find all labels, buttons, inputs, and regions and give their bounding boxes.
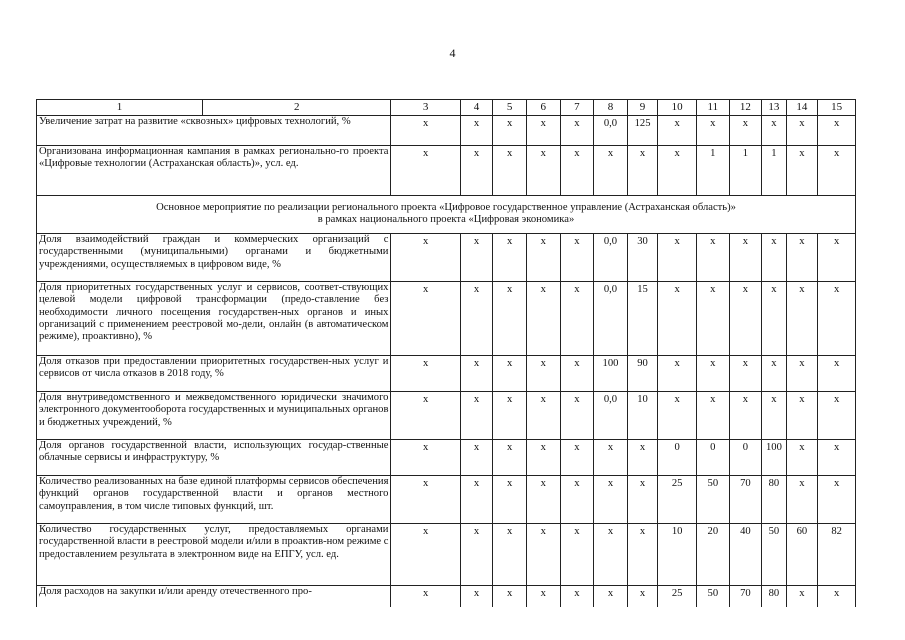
value-cell: x	[729, 116, 762, 146]
value-cell: x	[697, 355, 730, 391]
value-cell: x	[762, 281, 786, 355]
value-cell: x	[627, 146, 658, 196]
header-cell: 1	[37, 100, 203, 116]
value-cell: 0	[697, 439, 730, 475]
section-heading-line2: в рамках национального проекта «Цифровая экономика»	[317, 214, 575, 226]
value-cell: x	[460, 585, 493, 607]
value-cell: x	[526, 146, 560, 196]
table-row	[37, 475, 856, 523]
value-cell: 0	[729, 439, 762, 475]
table-row	[37, 439, 856, 475]
value-cell: 1	[762, 146, 786, 196]
value-cell: 125	[627, 116, 658, 146]
value-cell: x	[658, 116, 697, 146]
value-cell: x	[786, 116, 818, 146]
value-cell: x	[762, 355, 786, 391]
value-cell: 25	[658, 475, 697, 523]
table-row	[37, 281, 856, 355]
value-cell: x	[762, 233, 786, 281]
header-cell: 7	[560, 100, 594, 116]
value-cell: x	[460, 391, 493, 439]
value-cell: 80	[762, 585, 786, 607]
header-cell: 10	[658, 100, 697, 116]
indicator-label: Доля внутриведомственного и межведомственного юридически значимого электронного документооборота государственных и муниципальных органов и бюджетных учреждений, %	[37, 391, 391, 439]
value-cell: x	[391, 233, 460, 281]
indicator-label: Организована информационная кампания в рамках регионально-го проекта «Цифровые технологии (Астраханская область)», усл. ед.	[37, 146, 391, 196]
value-cell: 20	[697, 523, 730, 585]
table-row	[37, 116, 856, 146]
value-cell: 30	[627, 233, 658, 281]
value-cell: x	[697, 233, 730, 281]
value-cell: x	[697, 281, 730, 355]
value-cell: x	[560, 355, 594, 391]
value-cell: x	[560, 233, 594, 281]
value-cell: x	[391, 281, 460, 355]
header-cell: 11	[697, 100, 730, 116]
value-cell: x	[391, 355, 460, 391]
header-cell: 5	[493, 100, 527, 116]
header-cell: 9	[627, 100, 658, 116]
value-cell: x	[818, 585, 856, 607]
value-cell: 90	[627, 355, 658, 391]
value-cell: x	[627, 439, 658, 475]
value-cell: x	[391, 146, 460, 196]
value-cell: x	[818, 355, 856, 391]
value-cell: x	[526, 439, 560, 475]
value-cell: 60	[786, 523, 818, 585]
indicator-table	[36, 99, 856, 607]
value-cell: x	[493, 391, 527, 439]
value-cell: x	[493, 439, 527, 475]
value-cell: x	[560, 281, 594, 355]
value-cell: x	[594, 475, 628, 523]
value-cell: x	[526, 391, 560, 439]
value-cell: x	[729, 233, 762, 281]
value-cell: x	[460, 146, 493, 196]
value-cell: 82	[818, 523, 856, 585]
value-cell: x	[560, 116, 594, 146]
value-cell: 0,0	[594, 116, 628, 146]
value-cell: x	[818, 146, 856, 196]
section-body	[37, 196, 856, 234]
section-heading-line1: Основное мероприятие по реализации регионального проекта «Цифровое государственное управление (Астраханская область)»	[156, 202, 736, 213]
value-cell: 50	[697, 585, 730, 607]
indicator-label: Доля приоритетных государственных услуг и сервисов, соответ-ствующих целевой модели цифровой трансформации (предо-ставление без необходимости личного посещения государствен-ных органов и иных организаций с применением реестровой мо-дели, онлайн (в автоматическом режиме), проактивно), %	[37, 281, 391, 355]
value-cell: x	[818, 439, 856, 475]
value-cell: x	[460, 281, 493, 355]
header-cell: 3	[391, 100, 460, 116]
value-cell: x	[493, 355, 527, 391]
value-cell: 70	[729, 585, 762, 607]
header-row	[37, 100, 856, 116]
header-cell: 15	[818, 100, 856, 116]
header-cell: 6	[526, 100, 560, 116]
value-cell: x	[786, 281, 818, 355]
value-cell: x	[526, 523, 560, 585]
value-cell: x	[594, 439, 628, 475]
value-cell: 50	[762, 523, 786, 585]
page-number: 4	[449, 46, 456, 60]
value-cell: x	[460, 116, 493, 146]
value-cell: x	[460, 233, 493, 281]
header-cell: 12	[729, 100, 762, 116]
value-cell: x	[493, 146, 527, 196]
value-cell: x	[627, 475, 658, 523]
value-cell: 10	[658, 523, 697, 585]
value-cell: x	[526, 355, 560, 391]
value-cell: x	[493, 585, 527, 607]
value-cell: x	[786, 233, 818, 281]
value-cell: x	[526, 475, 560, 523]
value-cell: x	[391, 116, 460, 146]
value-cell: x	[560, 146, 594, 196]
value-cell: 0	[658, 439, 697, 475]
value-cell: x	[526, 116, 560, 146]
table-row	[37, 146, 856, 196]
value-cell: x	[560, 391, 594, 439]
table-body-top	[37, 116, 856, 196]
value-cell: x	[818, 233, 856, 281]
indicator-label: Доля отказов при предоставлении приоритетных государствен-ных услуг и сервисов от числа отказов в 2018 году, %	[37, 355, 391, 391]
value-cell: x	[391, 585, 460, 607]
header-cell: 2	[203, 100, 391, 116]
value-cell: x	[460, 475, 493, 523]
table-body-main	[37, 233, 856, 607]
value-cell: 1	[729, 146, 762, 196]
value-cell: x	[526, 233, 560, 281]
value-cell: x	[391, 475, 460, 523]
value-cell: x	[460, 523, 493, 585]
value-cell: x	[594, 585, 628, 607]
value-cell: x	[391, 523, 460, 585]
value-cell: x	[493, 475, 527, 523]
value-cell: x	[786, 585, 818, 607]
value-cell: x	[658, 233, 697, 281]
value-cell: 70	[729, 475, 762, 523]
value-cell: 100	[594, 355, 628, 391]
value-cell: x	[560, 585, 594, 607]
value-cell: 80	[762, 475, 786, 523]
value-cell: 50	[697, 475, 730, 523]
value-cell: 25	[658, 585, 697, 607]
value-cell: x	[818, 281, 856, 355]
value-cell: 10	[627, 391, 658, 439]
table-row	[37, 355, 856, 391]
value-cell: x	[627, 523, 658, 585]
value-cell: x	[627, 585, 658, 607]
value-cell: 15	[627, 281, 658, 355]
value-cell: x	[658, 146, 697, 196]
value-cell: x	[594, 146, 628, 196]
value-cell: x	[729, 391, 762, 439]
section-heading	[37, 196, 856, 234]
value-cell: 0,0	[594, 233, 628, 281]
value-cell: x	[658, 391, 697, 439]
value-cell: x	[460, 439, 493, 475]
section-row	[37, 196, 856, 234]
header-cell: 13	[762, 100, 786, 116]
value-cell: 0,0	[594, 281, 628, 355]
value-cell: x	[762, 391, 786, 439]
indicator-label: Увеличение затрат на развитие «сквозных» цифровых технологий, %	[37, 116, 391, 146]
value-cell: x	[658, 281, 697, 355]
table-row	[37, 523, 856, 585]
value-cell: x	[786, 355, 818, 391]
value-cell: x	[460, 355, 493, 391]
header-cell: 8	[594, 100, 628, 116]
value-cell: x	[818, 391, 856, 439]
indicator-label: Количество государственных услуг, предоставляемых органами государственной власти в реестровой модели и/или в проактив-ном режиме с предоставлением результата в электронном виде на ЕПГУ, усл. ед.	[37, 523, 391, 585]
value-cell: x	[818, 116, 856, 146]
value-cell: x	[560, 523, 594, 585]
value-cell: x	[729, 355, 762, 391]
value-cell: x	[594, 523, 628, 585]
value-cell: x	[560, 475, 594, 523]
indicator-label: Доля взаимодействий граждан и коммерческих организаций с государственными (муниципальными) органами и бюджетными учреждениями, осуществляемых в цифровом виде, %	[37, 233, 391, 281]
header-cell: 14	[786, 100, 818, 116]
value-cell: x	[493, 233, 527, 281]
table-row	[37, 233, 856, 281]
indicator-label: Доля органов государственной власти, использующих государ-ственные облачные сервисы и инфраструктуру, %	[37, 439, 391, 475]
value-cell: x	[526, 585, 560, 607]
value-cell: x	[493, 523, 527, 585]
value-cell: x	[493, 281, 527, 355]
value-cell: x	[526, 281, 560, 355]
value-cell: x	[762, 116, 786, 146]
table-row	[37, 391, 856, 439]
value-cell: 100	[762, 439, 786, 475]
value-cell: x	[697, 116, 730, 146]
value-cell: x	[786, 146, 818, 196]
value-cell: 1	[697, 146, 730, 196]
value-cell: 0,0	[594, 391, 628, 439]
value-cell: x	[560, 439, 594, 475]
value-cell: x	[697, 391, 730, 439]
value-cell: x	[786, 439, 818, 475]
value-cell: x	[493, 116, 527, 146]
indicator-label: Доля расходов на закупки и/или аренду отечественного про-	[37, 585, 391, 607]
value-cell: x	[729, 281, 762, 355]
header-cell: 4	[460, 100, 493, 116]
value-cell: x	[786, 475, 818, 523]
value-cell: x	[391, 439, 460, 475]
value-cell: x	[818, 475, 856, 523]
indicator-label: Количество реализованных на базе единой платформы сервисов обеспечения функций органов государственной власти и органов местного самоуправления, в том числе типовых функций, шт.	[37, 475, 391, 523]
table-row	[37, 585, 856, 607]
value-cell: 40	[729, 523, 762, 585]
value-cell: x	[786, 391, 818, 439]
value-cell: x	[391, 391, 460, 439]
value-cell: x	[658, 355, 697, 391]
